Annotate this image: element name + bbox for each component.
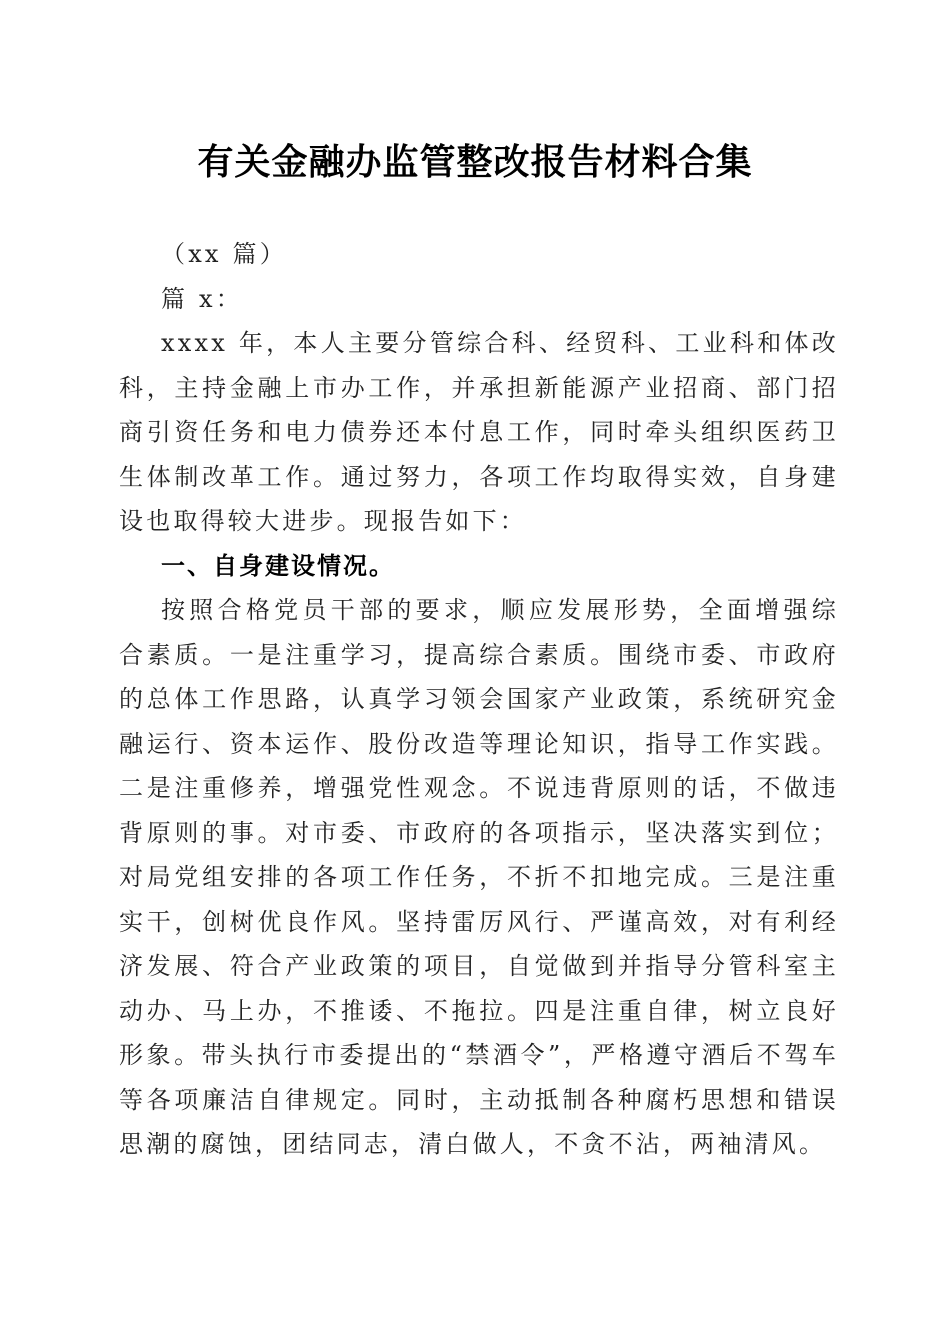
part-label: 篇 x： bbox=[161, 284, 243, 313]
document-title: 有关金融办监管整改报告材料合集 bbox=[197, 141, 753, 183]
document-body bbox=[119, 232, 839, 1167]
section-heading: 一、自身建设情况。 bbox=[161, 551, 395, 580]
count-line: （xx 篇） bbox=[161, 240, 287, 268]
intro-paragraph: xxxx 年，本人主要分管综合科、经贸科、工业科和体改科，主持金融上市办工作，并承担新能源产业招商、部门招商引资任务和电力债券还本付息工作，同时牵头组织医药卫生体制改革工作。通过努力，各项工作均取得实效，自身建设也取得较大进步。现报告如下： bbox=[119, 329, 839, 535]
section-paragraph: 按照合格党员干部的要求，顺应发展形势，全面增强综合素质。一是注重学习，提高综合素质。围绕市委、市政府的总体工作思路，认真学习领会国家产业政策，系统研究金融运行、资本运作、股份改造等理论知识，指导工作实践。二是注重修养，增强党性观念。不说违背原则的话，不做违背原则的事。对市委、市政府的各项指示，坚决落实到位；对局党组安排的各项工作任务，不折不扣地完成。三是注重实干，创树优良作风。坚持雷厉风行、严谨高效，对有利经济发展、符合产业政策的项目，自觉做到并指导分管科室主动办、马上办，不推诿、不拖拉。四是注重自律，树立良好形象。带头执行市委提出的“禁酒令”，严格遵守酒后不驾车等各项廉洁自律规定。同时，主动抵制各种腐朽思想和错误思潮的腐蚀，团结同志，清白做人，不贪不沾，两袖清风。 bbox=[119, 596, 839, 1158]
